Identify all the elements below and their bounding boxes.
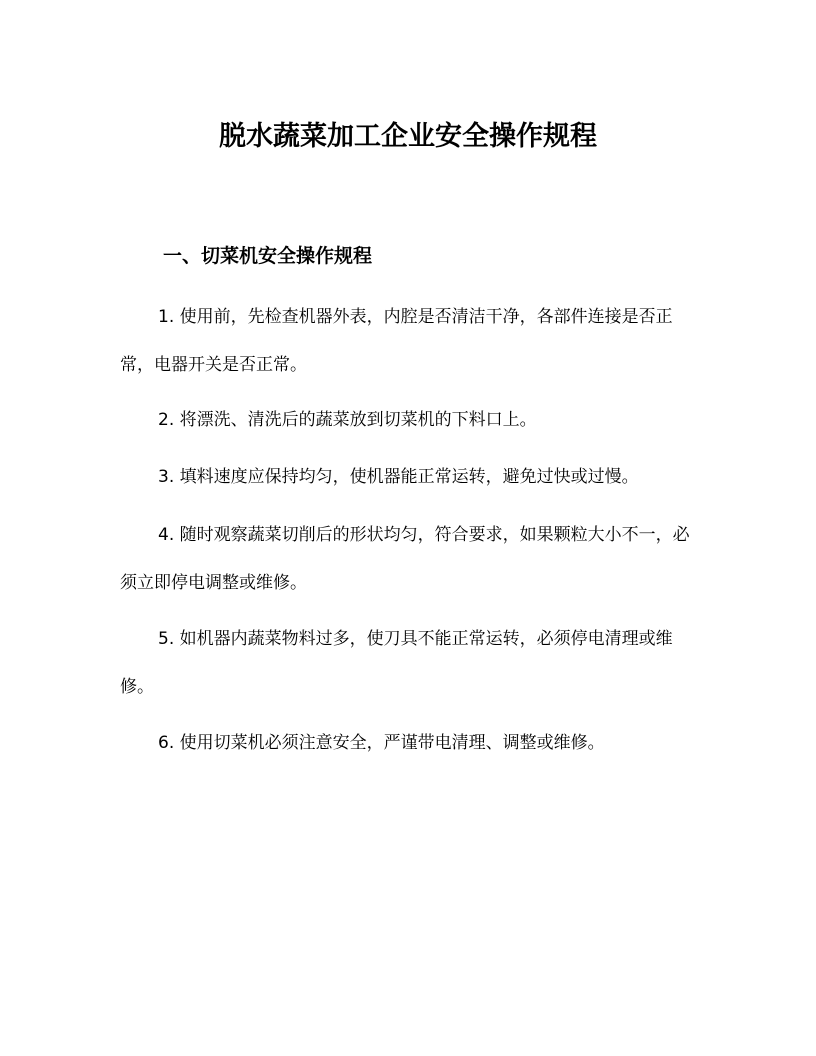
document-title: 脱水蔬菜加工企业安全操作规程 [219, 121, 597, 152]
list-item: 6. 使用切菜机必须注意安全，严谨带电清理、调整或维修。 [158, 733, 605, 753]
section-heading: 一、切菜机安全操作规程 [163, 245, 373, 267]
list-item: 5. 如机器内蔬菜物料过多，使刀具不能正常运转，必须停电清理或维修。 [120, 629, 673, 697]
list-item: 1. 使用前，先检查机器外表，内腔是否清洁干净，各部件连接是否正常，电器开关是否正常。 [120, 307, 673, 375]
list-item: 4. 随时观察蔬菜切削后的形状均匀，符合要求，如果颗粒大小不一，必须立即停电调整或维修。 [120, 525, 690, 593]
list-item: 2. 将漂洗、清洗后的蔬菜放到切菜机的下料口上。 [158, 410, 537, 430]
list-item: 3. 填料速度应保持均匀，使机器能正常运转，避免过快或过慢。 [158, 467, 639, 487]
